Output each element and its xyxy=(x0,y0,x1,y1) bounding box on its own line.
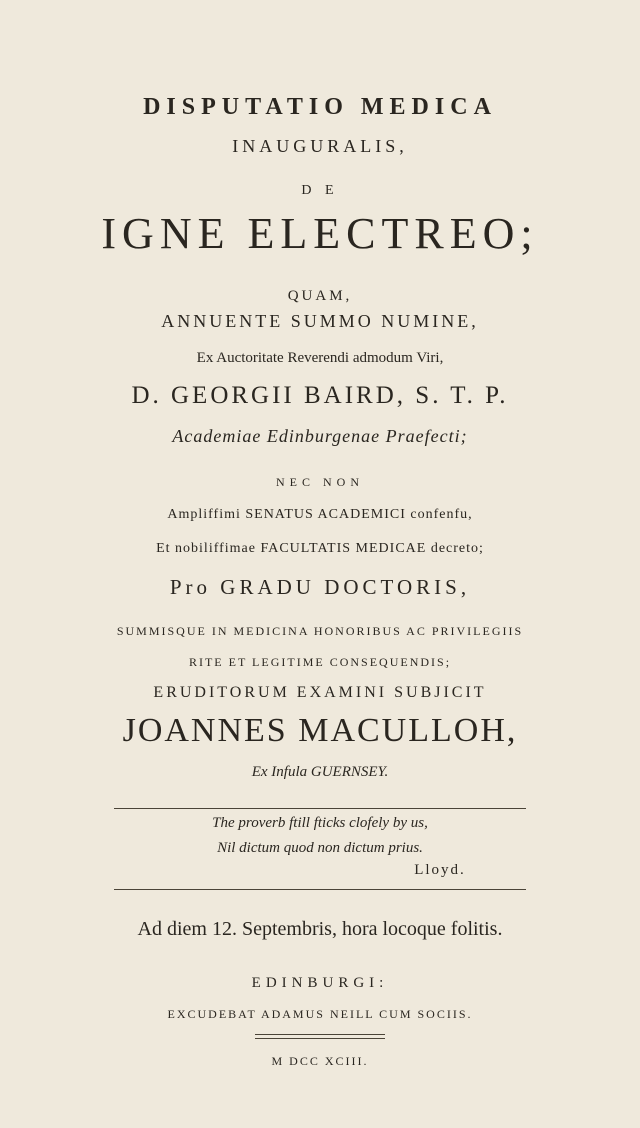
heading-author: JOANNES MACULLOH, xyxy=(122,712,518,749)
epigraph-english: The proverb ftill fticks clofely by us, xyxy=(212,815,428,831)
imprint-rule-2 xyxy=(255,1038,385,1039)
text-senatus: Ampliffimi SENATUS ACADEMICI confenfu, xyxy=(167,507,473,522)
heading-topic: IGNE ELECTREO; xyxy=(101,209,539,258)
imprint-printer: EXCUDEBAT ADAMUS NEILL CUM SOCIIS. xyxy=(167,1007,473,1021)
text-facultatis: Et nobiliffimae FACULTATIS MEDICAE decreto; xyxy=(156,541,484,556)
epigraph-attribution: Lloyd. xyxy=(414,862,466,878)
heading-pro-gradu: Pro GRADU DOCTORIS, xyxy=(169,575,471,599)
heading-nec-non: NEC NON xyxy=(276,475,364,489)
heading-eruditorum: ERUDITORUM EXAMINI SUBJICIT xyxy=(153,684,487,701)
imprint-rule-1 xyxy=(255,1034,385,1035)
heading-annuente: ANNUENTE SUMMO NUMINE, xyxy=(161,311,479,331)
heading-de: D E xyxy=(301,183,339,198)
imprint-city: EDINBURGI: xyxy=(251,975,389,991)
text-ex-auctoritate: Ex Auctoritate Reverendi admodum Viri, xyxy=(196,350,444,366)
heading-praeses: D. GEORGII BAIRD, S. T. P. xyxy=(131,382,509,409)
epigraph-latin: Nil dictum quod non dictum prius. xyxy=(217,840,423,856)
text-rite: RITE ET LEGITIME CONSEQUENDIS; xyxy=(188,655,452,669)
text-summisque: SUMMISQUE IN MEDICINA HONORIBUS AC PRIVILEGIIS xyxy=(116,624,524,638)
epigraph-top-rule xyxy=(114,808,526,809)
text-origin: Ex Infula GUERNSEY. xyxy=(251,764,389,780)
epigraph-bottom-rule xyxy=(114,889,526,890)
text-date: Ad diem 12. Septembris, hora locoque folitis. xyxy=(137,918,503,940)
heading-quam: QUAM, xyxy=(287,288,353,304)
imprint-year: M DCC XCIII. xyxy=(271,1054,369,1068)
heading-inauguralis: INAUGURALIS, xyxy=(232,136,408,156)
heading-disputatio: DISPUTATIO MEDICA xyxy=(143,94,497,120)
text-academiae: Academiae Edinburgenae Praefecti; xyxy=(172,426,468,446)
